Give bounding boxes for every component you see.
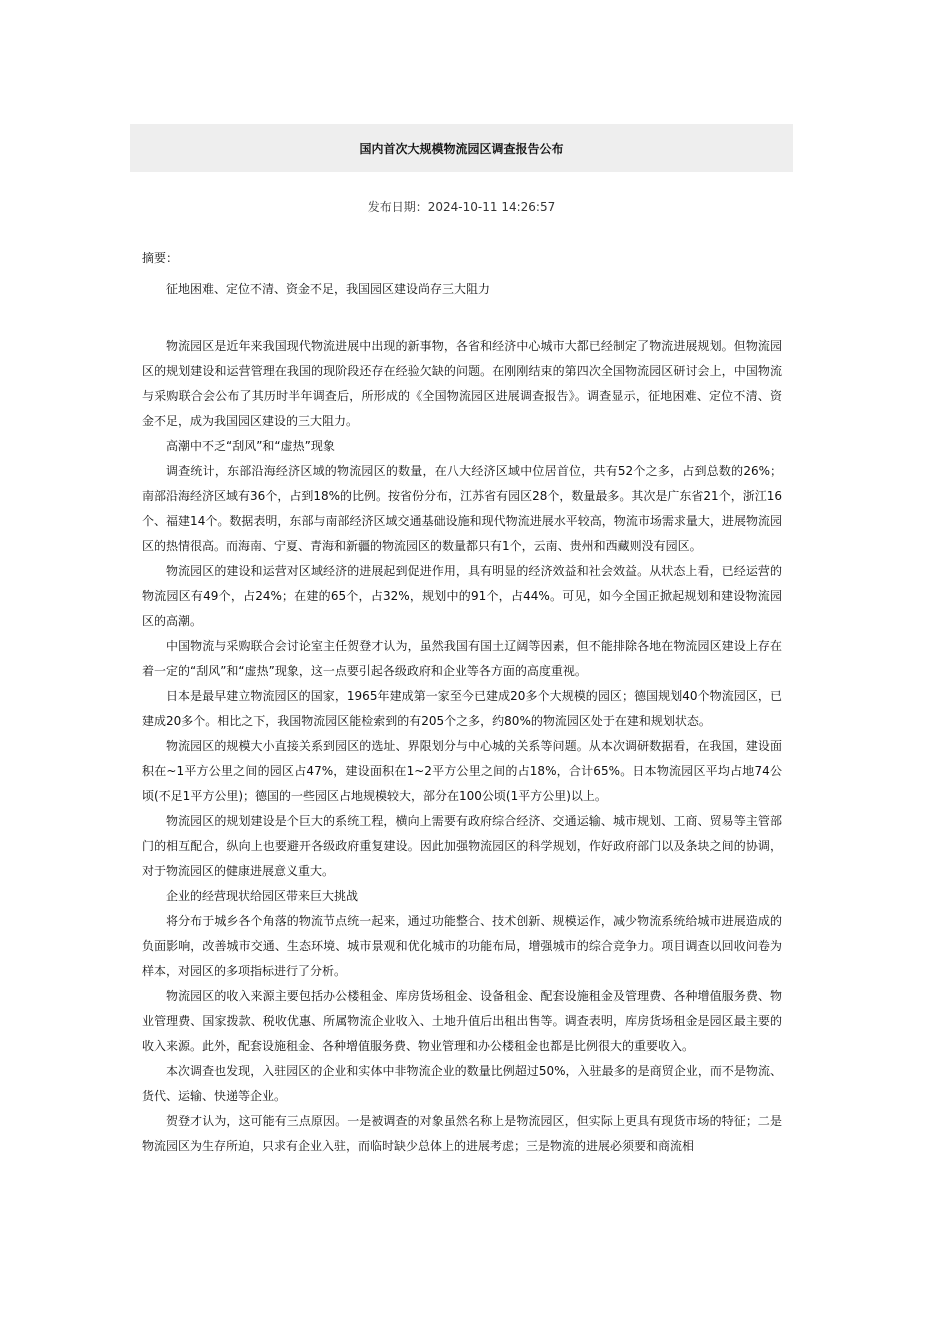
paragraph: 中国物流与采购联合会讨论室主任贺登才认为，虽然我国有国土辽阔等因素，但不能排除各地在物流园区建设上存在着一定的“刮风”和“虚热”现象，这一点要引起各级政府和企业等各方面的高度重视。 [142,639,782,678]
paragraph: 物流园区的规划建设是个巨大的系统工程，横向上需要有政府综合经济、交通运输、城市规划、工商、贸易等主管部门的相互配合，纵向上也要避开各级政府重复建设。因此加强物流园区的科学规划，作好政府部门以及条块之间的协调，对于物流园区的健康进展意义重大。 [142,814,782,878]
paragraph: 调查统计，东部沿海经济区域的物流园区的数量，在八大经济区域中位居首位，共有52个之多，占到总数的26%；南部沿海经济区域有36个，占到18%的比例。按省份分布，江苏省有园区28个，数量最多。其次是广东省21个，浙江16个、福建14个。数据表明，东部与南部经济区域交通基础设施和现代物流进展水平较高，物流市场需求量大，进展物流园区的热情很高。而海南、宁夏、青海和新疆的物流园区的数量都只有1个，云南、贵州和西藏则没有园区。 [142,464,782,553]
article-title-bar [130,124,793,172]
section-heading: 企业的经营现状给园区带来巨大挑战 [166,889,359,903]
abstract-label: 摘要： [142,251,179,265]
paragraph: 物流园区是近年来我国现代物流进展中出现的新事物，各省和经济中心城市大都已经制定了物流进展规划。但物流园区的规划建设和运营管理在我国的现阶段还存在经验欠缺的问题。在刚刚结束的第四次全国物流园区研讨会上，中国物流与采购联合会公布了其历时半年调查后，所形成的《全国物流园区进展调查报告》。调查显示，征地困难、定位不清、资金不足，成为我国园区建设的三大阻力。 [142,339,782,428]
publish-date: 发布日期：2024-10-11 14:26:57 [367,200,556,214]
abstract-text: 征地困难、定位不清、资金不足，我国园区建设尚存三大阻力 [166,282,491,296]
paragraph: 本次调查也发现，入驻园区的企业和实体中非物流企业的数量比例超过50%，入驻最多的是商贸企业，而不是物流、货代、运输、快递等企业。 [142,1064,782,1103]
paragraph: 物流园区的收入来源主要包括办公楼租金、库房货场租金、设备租金、配套设施租金及管理费、各种增值服务费、物业管理费、国家拨款、税收优惠、所属物流企业收入、土地升值后出租出售等。调查表明，库房货场租金是园区最主要的收入来源。此外，配套设施租金、各种增值服务费、物业管理和办公楼租金也都是比例很大的重要收入。 [142,989,782,1053]
paragraph: 物流园区的规模大小直接关系到园区的选址、界限划分与中心城的关系等问题。从本次调研数据看，在我国，建设面积在~1平方公里之间的园区占47%，建设面积在1~2平方公里之间的占18%，合计65%。日本物流园区平均占地74公顷(不足1平方公里)；德国的一些园区占地规模较大，部分在100公顷(1平方公里)以上。 [142,739,782,803]
article-title: 国内首次大规模物流园区调查报告公布 [359,141,564,156]
paragraph: 日本是最早建立物流园区的国家，1965年建成第一家至今已建成20多个大规模的园区；德国规划40个物流园区，已建成20多个。相比之下，我国物流园区能检索到的有205个之多，约80%的物流园区处于在建和规划状态。 [142,689,782,728]
paragraph: 物流园区的建设和运营对区域经济的进展起到促进作用，具有明显的经济效益和社会效益。从状态上看，已经运营的物流园区有49个，占24%；在建的65个，占32%，规划中的91个，占44%。可见，如今全国正掀起规划和建设物流园区的高潮。 [142,564,782,628]
paragraph: 贺登才认为，这可能有三点原因。一是被调查的对象虽然名称上是物流园区，但实际上更具有现货市场的特征；二是物流园区为生存所迫，只求有企业入驻，而临时缺少总体上的进展考虑；三是物流的进展必须要和商流相 [142,1114,782,1153]
paragraph: 将分布于城乡各个角落的物流节点统一起来，通过功能整合、技术创新、规模运作，减少物流系统给城市进展造成的负面影响，改善城市交通、生态环境、城市景观和优化城市的功能布局，增强城市的综合竞争力。项目调查以回收问卷为样本，对园区的多项指标进行了分析。 [142,914,782,978]
section-heading: 高潮中不乏“刮风”和“虚热”现象 [166,439,335,453]
article-body [142,246,782,1159]
